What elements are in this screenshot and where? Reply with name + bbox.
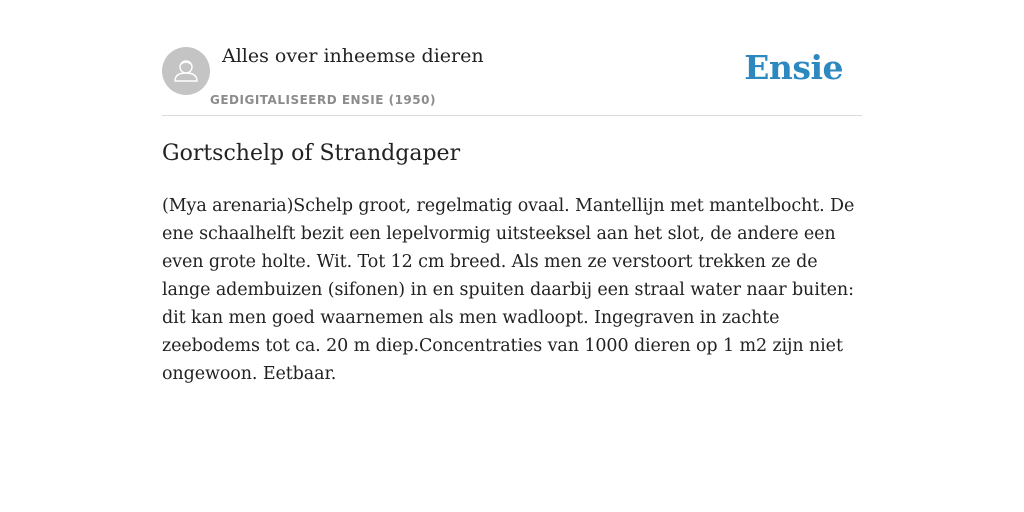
book-title[interactable]: Alles over inheemse dieren [222,45,484,67]
entry-title: Gortschelp of Strandgaper [162,141,461,166]
book-header [162,40,862,116]
book-subtitle: GEDIGITALISEERD ENSIE (1950) [210,93,436,107]
author-avatar[interactable] [162,47,210,95]
user-icon [162,47,210,95]
ensie-logo[interactable]: Ensie [744,48,843,87]
entry-body: (Mya arenaria)Schelp groot, regelmatig ovaal. Mantellijn met mantelbocht. De ene schaalhelft bezit een lepelvormig uitsteeksel aan het slot, de andere een even grote holte. Wit. Tot 12 cm breed. Als men ze verstoort trekken ze de lange adembuizen (sifonen) in en spuiten daarbij een straal water naar buiten: dit kan men goed waarnemen als men wadloopt. Ingegraven in zachte zeebodems tot ca. 20 m diep.Concentraties van 1000 dieren op 1 m2 zijn niet ongewoon. Eetbaar. [162,196,855,384]
